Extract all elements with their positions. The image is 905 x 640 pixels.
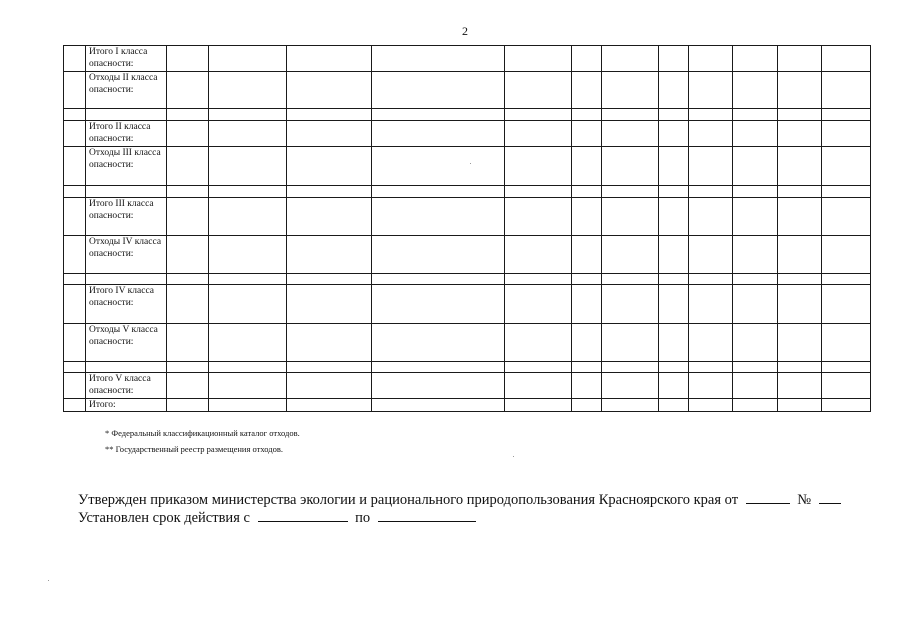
data-cell [167,185,209,197]
data-cell [167,121,209,147]
order-date-blank[interactable] [746,491,790,504]
data-cell [505,197,572,235]
data-cell [572,72,602,109]
footnote-groro: ** Государственный реестр размещения отходов. [105,444,284,454]
row-number-cell [64,361,86,372]
table-body [64,46,871,412]
data-cell [659,273,689,284]
data-cell [689,121,733,147]
footnotes [105,425,300,457]
data-cell [602,273,659,284]
data-cell [659,46,689,72]
footnote-fkko: * Федеральный классификационный каталог отходов. [105,428,300,438]
data-cell [733,197,778,235]
data-cell [822,197,871,235]
data-cell [659,284,689,323]
data-cell [822,185,871,197]
data-cell [822,146,871,185]
number-sign: № [797,492,812,508]
data-cell [572,109,602,121]
data-cell [602,284,659,323]
data-cell [505,72,572,109]
data-cell [372,46,505,72]
data-cell [733,146,778,185]
data-cell [287,273,372,284]
row-label-cell: Итого IV класса опасности: [86,284,167,323]
data-cell [733,235,778,273]
data-cell [505,46,572,72]
table-row [64,109,871,121]
data-cell [733,185,778,197]
data-cell [372,361,505,372]
data-cell [505,185,572,197]
data-cell [689,109,733,121]
data-cell [167,146,209,185]
data-cell [505,323,572,361]
row-label-cell: Отходы III класса опасности: [86,146,167,185]
data-cell [287,121,372,147]
table-row [64,398,871,411]
data-cell [572,46,602,72]
row-label-cell: Отходы II класса опасности: [86,72,167,109]
data-cell [689,46,733,72]
table-row [64,323,871,361]
data-cell [733,323,778,361]
data-cell [689,273,733,284]
approval-line [78,491,841,509]
data-cell [778,109,822,121]
data-cell [505,361,572,372]
data-cell [659,398,689,411]
validity-start-blank[interactable] [258,509,348,522]
row-number-cell [64,284,86,323]
data-cell [372,72,505,109]
data-cell [659,372,689,398]
data-cell [505,273,572,284]
data-cell [778,46,822,72]
table-row [64,146,871,185]
data-cell [822,235,871,273]
data-cell [689,185,733,197]
approval-order-text: Утвержден приказом министерства экологии и рационального природопользования Красноярского края от [78,492,739,508]
data-cell [822,273,871,284]
data-cell [689,323,733,361]
data-cell [659,121,689,147]
data-cell [822,46,871,72]
data-cell [209,109,287,121]
data-cell [822,323,871,361]
data-cell [505,398,572,411]
data-cell [778,372,822,398]
data-cell [659,109,689,121]
scan-speck [513,456,514,457]
data-cell [287,372,372,398]
data-cell [209,398,287,411]
data-cell [209,323,287,361]
validity-end-blank[interactable] [378,509,476,522]
data-cell [372,284,505,323]
data-cell [602,398,659,411]
data-cell [372,235,505,273]
table-row [64,121,871,147]
data-cell [602,372,659,398]
data-cell [572,284,602,323]
data-cell [505,109,572,121]
data-cell [209,146,287,185]
data-cell [602,72,659,109]
data-cell [659,185,689,197]
data-cell [778,273,822,284]
data-cell [689,235,733,273]
row-number-cell [64,398,86,411]
data-cell [572,361,602,372]
data-cell [372,398,505,411]
data-cell [778,185,822,197]
data-cell [689,197,733,235]
data-cell [733,72,778,109]
row-label-cell: Отходы V класса опасности: [86,323,167,361]
data-cell [659,235,689,273]
order-number-blank[interactable] [819,491,841,504]
row-number-cell [64,235,86,273]
row-number-cell [64,197,86,235]
data-cell [287,235,372,273]
data-cell [733,273,778,284]
row-label-cell: Итого III класса опасности: [86,197,167,235]
data-cell [602,121,659,147]
data-cell [733,361,778,372]
data-cell [167,72,209,109]
approval-block [78,491,841,527]
data-cell [209,273,287,284]
table-row [64,284,871,323]
data-cell [822,361,871,372]
table-row [64,235,871,273]
table-row [64,46,871,72]
data-cell [778,146,822,185]
row-label-cell [86,185,167,197]
data-cell [602,46,659,72]
row-number-cell [64,46,86,72]
row-number-cell [64,372,86,398]
data-cell [689,372,733,398]
data-cell [659,72,689,109]
data-cell [572,323,602,361]
data-cell [689,398,733,411]
table-row [64,72,871,109]
data-cell [822,121,871,147]
data-cell [659,146,689,185]
data-cell [822,109,871,121]
data-cell [659,323,689,361]
data-cell [287,72,372,109]
to-word: по [355,510,371,526]
data-cell [167,361,209,372]
data-cell [209,197,287,235]
data-cell [822,72,871,109]
data-cell [733,372,778,398]
data-cell [209,372,287,398]
table-row [64,185,871,197]
row-number-cell [64,185,86,197]
data-cell [209,185,287,197]
data-cell [822,372,871,398]
data-cell [778,72,822,109]
data-cell [505,121,572,147]
data-cell [372,323,505,361]
data-cell [287,197,372,235]
row-number-cell [64,146,86,185]
data-cell [689,284,733,323]
data-cell [372,197,505,235]
data-cell [287,361,372,372]
data-cell [287,398,372,411]
data-cell [822,284,871,323]
validity-text: Установлен срок действия с [78,510,250,526]
waste-hazard-class-table [63,45,871,412]
data-cell [167,284,209,323]
row-label-cell: Итого I класса опасности: [86,46,167,72]
row-label-cell: Итого V класса опасности: [86,372,167,398]
data-cell [602,146,659,185]
row-label-cell [86,109,167,121]
scan-speck [470,163,471,164]
data-cell [209,235,287,273]
data-cell [733,284,778,323]
data-cell [287,323,372,361]
data-cell [778,361,822,372]
data-cell [778,284,822,323]
data-cell [287,46,372,72]
data-cell [167,323,209,361]
data-cell [602,323,659,361]
data-cell [659,361,689,372]
validity-line [78,509,841,527]
data-cell [287,185,372,197]
data-cell [287,146,372,185]
data-cell [659,197,689,235]
table-row [64,372,871,398]
data-cell [602,109,659,121]
data-cell [778,121,822,147]
table-row [64,273,871,284]
data-cell [602,361,659,372]
data-cell [733,109,778,121]
data-cell [372,273,505,284]
row-number-cell [64,323,86,361]
data-cell [287,284,372,323]
data-cell [167,46,209,72]
table-row [64,361,871,372]
data-cell [505,235,572,273]
row-number-cell [64,121,86,147]
data-cell [505,146,572,185]
data-cell [572,185,602,197]
data-cell [287,109,372,121]
data-cell [505,284,572,323]
data-cell [778,398,822,411]
data-cell [209,121,287,147]
row-label-cell: Итого: [86,398,167,411]
data-cell [733,46,778,72]
data-cell [209,361,287,372]
data-cell [733,398,778,411]
data-cell [822,398,871,411]
row-label-cell [86,361,167,372]
data-cell [167,398,209,411]
data-cell [602,197,659,235]
data-cell [372,121,505,147]
data-cell [209,72,287,109]
data-cell [733,121,778,147]
data-cell [778,235,822,273]
page-number: 2 [462,24,468,38]
data-cell [167,235,209,273]
data-cell [689,361,733,372]
data-cell [167,273,209,284]
data-cell [372,146,505,185]
data-cell [778,323,822,361]
data-cell [372,109,505,121]
data-cell [167,372,209,398]
data-cell [372,185,505,197]
data-cell [505,372,572,398]
row-number-cell [64,273,86,284]
data-cell [572,197,602,235]
data-cell [572,146,602,185]
row-label-cell [86,273,167,284]
data-cell [572,121,602,147]
data-cell [572,235,602,273]
data-cell [572,398,602,411]
data-cell [689,72,733,109]
data-cell [689,146,733,185]
data-cell [209,284,287,323]
row-number-cell [64,109,86,121]
data-cell [572,273,602,284]
row-number-cell [64,72,86,109]
data-cell [778,197,822,235]
table-row [64,197,871,235]
data-cell [209,46,287,72]
scan-speck [48,580,49,581]
data-cell [602,235,659,273]
data-cell [167,109,209,121]
data-cell [602,185,659,197]
row-label-cell: Отходы IV класса опасности: [86,235,167,273]
data-cell [372,372,505,398]
data-cell [572,372,602,398]
row-label-cell: Итого II класса опасности: [86,121,167,147]
data-cell [167,197,209,235]
